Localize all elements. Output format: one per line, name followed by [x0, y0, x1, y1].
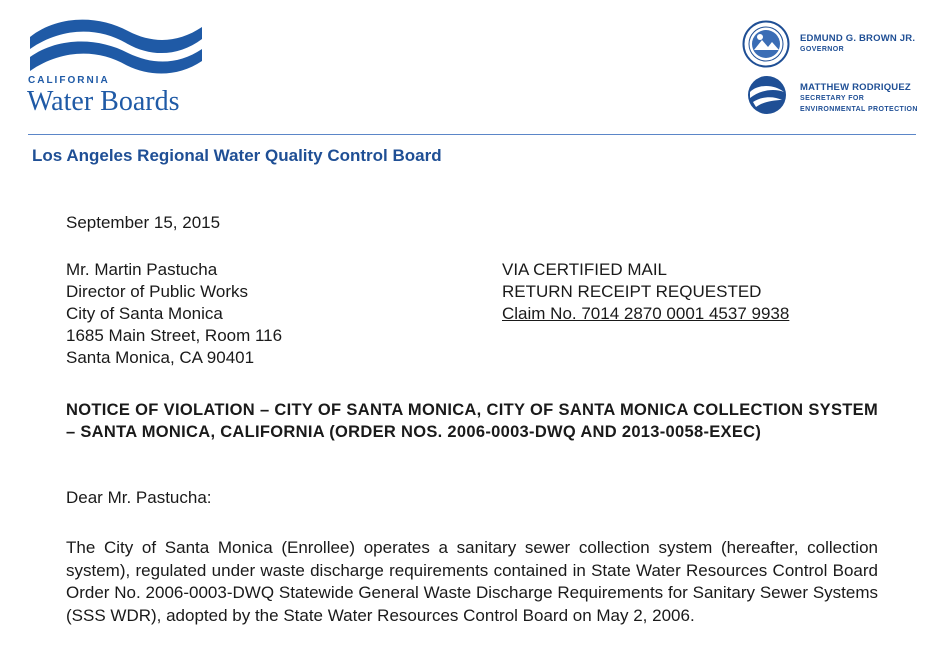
- recipient-line: Santa Monica, CA 90401: [66, 348, 255, 367]
- claim-number: Claim No. 7014 2870 0001 4537 9938: [502, 304, 790, 323]
- body-paragraph: The City of Santa Monica (Enrollee) operates a sanitary sewer collection system (hereafter, collection system), regulated under waste discharge requirements contained in State Water Resources Control Board Order No. 2006-0003-DWQ Statewide General Waste Discharge Requirements for Sanitary Sewer Systems (SSS WDR), adopted by the State Water Resources Control Board on May 2, 2006.: [66, 538, 878, 625]
- water-boards-wave-logo: [28, 13, 204, 75]
- delivery-line: RETURN RECEIPT REQUESTED: [502, 282, 762, 301]
- secretary-name: MATTHEW RODRIQUEZ: [800, 82, 911, 93]
- delivery-line: VIA CERTIFIED MAIL: [502, 260, 668, 279]
- recipient-address: [66, 259, 282, 369]
- governor-block: [800, 33, 915, 55]
- salutation: Dear Mr. Pastucha:: [66, 488, 212, 507]
- recipient-line: Mr. Martin Pastucha: [66, 260, 218, 279]
- secretary-title-line-1: SECRETARY FOR: [800, 95, 865, 102]
- letter-date: September 15, 2015: [66, 213, 221, 232]
- state-seal-icon: [742, 20, 790, 68]
- delivery-method: [502, 259, 789, 325]
- subject-line: NOTICE OF VIOLATION – CITY OF SANTA MONICA, CITY OF SANTA MONICA COLLECTION SYSTEM – SANTA MONICA, CALIFORNIA (ORDER NOS. 2006-0003-DWQ AND 2013-0058-EXEC): [66, 401, 878, 441]
- recipient-line: City of Santa Monica: [66, 304, 223, 323]
- logo-name: Water Boards: [27, 86, 180, 117]
- secretary-title-line-2: ENVIRONMENTAL PROTECTION: [800, 106, 918, 113]
- secretary-block: [800, 82, 918, 115]
- letterhead-divider: [28, 134, 916, 135]
- recipient-line: Director of Public Works: [66, 282, 249, 301]
- governor-name: EDMUND G. BROWN JR.: [800, 33, 916, 44]
- logo-state-label: CALIFORNIA: [28, 75, 110, 86]
- recipient-line: 1685 Main Street, Room 116: [66, 326, 283, 345]
- board-name: Los Angeles Regional Water Quality Control Board: [32, 146, 442, 165]
- governor-title: GOVERNOR: [800, 46, 845, 53]
- calepa-emblem-icon: [744, 74, 790, 116]
